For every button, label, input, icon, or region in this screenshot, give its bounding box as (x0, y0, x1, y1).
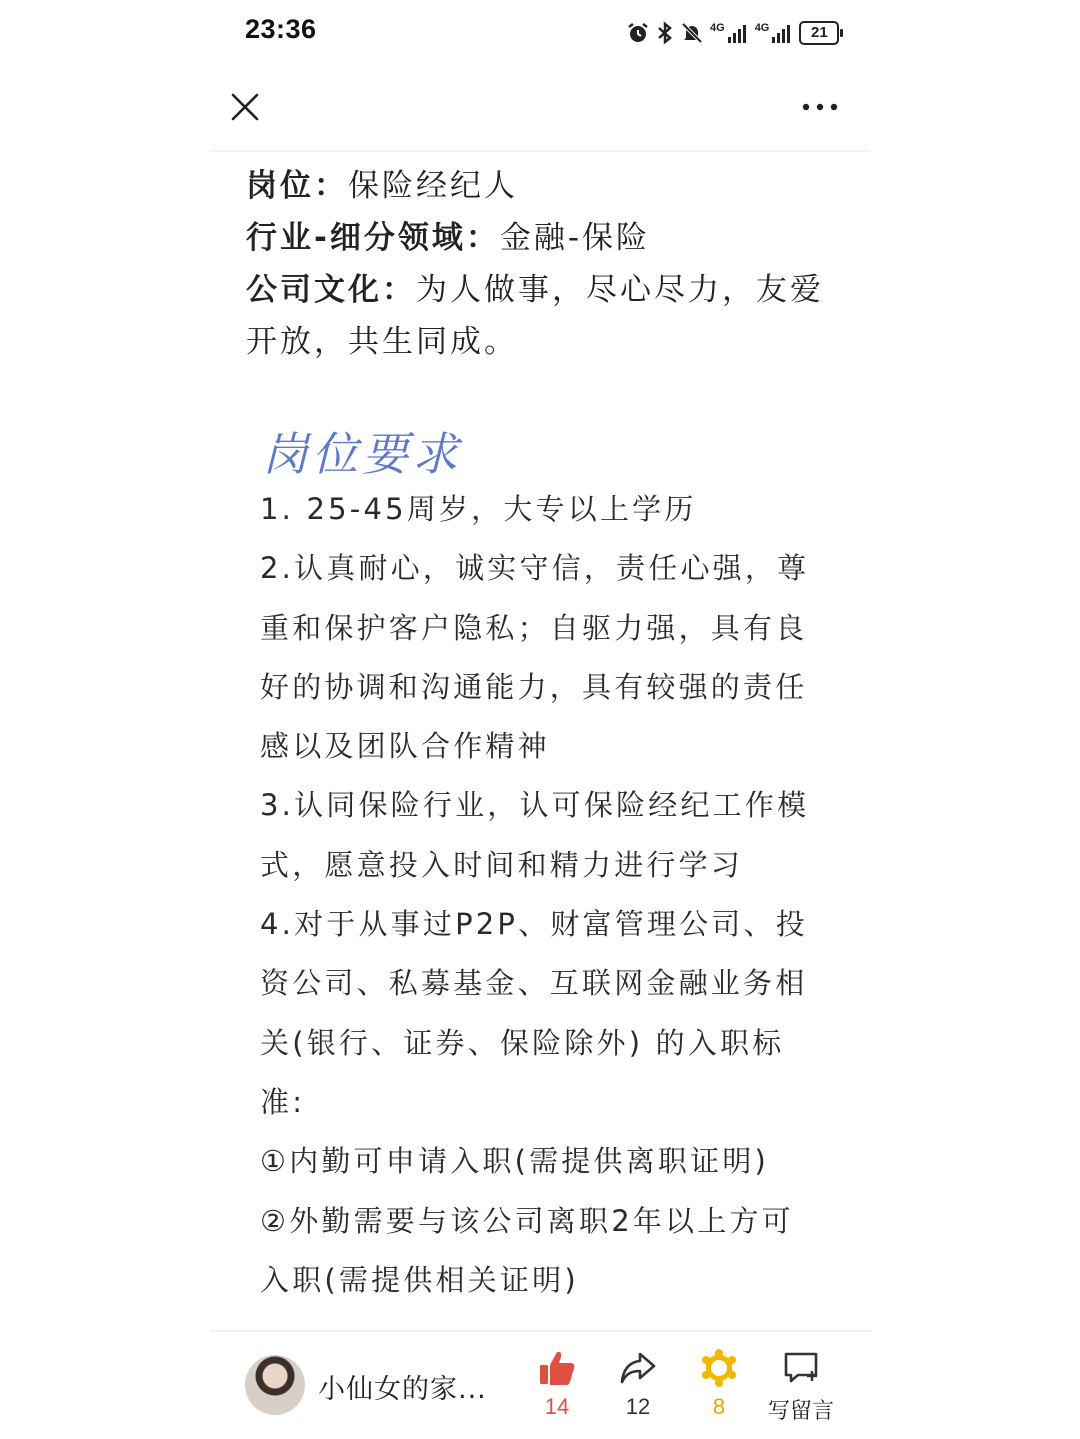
requirement-line: 好的协调和沟通能力，具有较强的责任 (260, 669, 808, 704)
battery-level: 21 (811, 24, 828, 41)
position-value: 保险经纪人 (348, 168, 518, 204)
avatar[interactable] (245, 1355, 305, 1415)
mute-icon (680, 21, 704, 45)
culture-value: 为人做事，尽心尽力，友爱 (416, 272, 824, 308)
requirements-list (260, 480, 840, 1310)
signal-icon (771, 22, 793, 44)
requirement-line: 4.对于从事过P2P、财富管理公司、投 (260, 907, 808, 942)
requirement-line: ①内勤可申请入职(需提供离职证明) (260, 1144, 770, 1179)
close-icon[interactable] (228, 90, 262, 124)
requirement-line: 感以及团队合作精神 (260, 729, 550, 764)
star-count: 8 (712, 1394, 726, 1419)
requirements-heading: 岗位要求 (262, 427, 462, 481)
industry-line (246, 212, 846, 264)
comment-icon (781, 1348, 821, 1388)
author-name[interactable]: 小仙女的家... (318, 1374, 487, 1405)
like-button[interactable] (517, 1348, 597, 1420)
like-count: 14 (544, 1394, 570, 1419)
share-icon (618, 1348, 658, 1388)
requirement-line: 式，愿意投入时间和精力进行学习 (260, 847, 744, 882)
culture-key: 公司文化： (246, 272, 416, 308)
culture-value-cont: 开放，共生同成。 (246, 324, 518, 360)
bottom-divider (210, 1330, 872, 1332)
comment-label: 写留言 (767, 1399, 834, 1424)
network-label-1: 4G (710, 22, 725, 34)
requirement-line: 资公司、私募基金、互联网金融业务相 (260, 966, 808, 1001)
culture-line-cont (246, 316, 846, 368)
bluetooth-icon (656, 21, 674, 45)
requirement-line: 重和保护客户隐私；自驱力强，具有良 (260, 610, 808, 645)
status-icons (626, 18, 839, 48)
share-count: 12 (625, 1394, 651, 1419)
star-icon (699, 1348, 739, 1388)
job-info (246, 160, 846, 368)
more-icon[interactable] (798, 95, 842, 119)
requirement-line: 3.认同保险行业，认可保险经纪工作模 (260, 788, 810, 823)
culture-line (246, 264, 846, 316)
requirement-line: 关(银行、证券、保险除外) 的入职标 (260, 1025, 785, 1060)
network-label-2: 4G (754, 22, 770, 34)
battery-icon (799, 21, 839, 45)
thumbs-up-icon (537, 1348, 577, 1388)
position-line (246, 160, 846, 212)
alarm-icon (626, 21, 650, 45)
requirement-line: 2.认真耐心，诚实守信，责任心强，尊 (260, 551, 810, 586)
position-key: 岗位： (246, 168, 348, 204)
requirement-line: 入职(需提供相关证明) (260, 1262, 579, 1297)
star-button[interactable] (679, 1348, 759, 1420)
comment-button[interactable] (761, 1348, 841, 1425)
nav-divider (210, 150, 870, 152)
signal-icon (727, 22, 749, 44)
industry-value: 金融-保险 (499, 220, 651, 256)
requirement-line: ②外勤需要与该公司离职2年以上方可 (260, 1203, 794, 1238)
industry-key: 行业-细分领域： (246, 220, 500, 256)
requirement-line: 1. 25-45周岁，大专以上学历 (260, 492, 697, 526)
status-time: 23:36 (245, 14, 317, 44)
share-button[interactable] (598, 1348, 678, 1420)
requirement-line: 准: (260, 1084, 306, 1119)
